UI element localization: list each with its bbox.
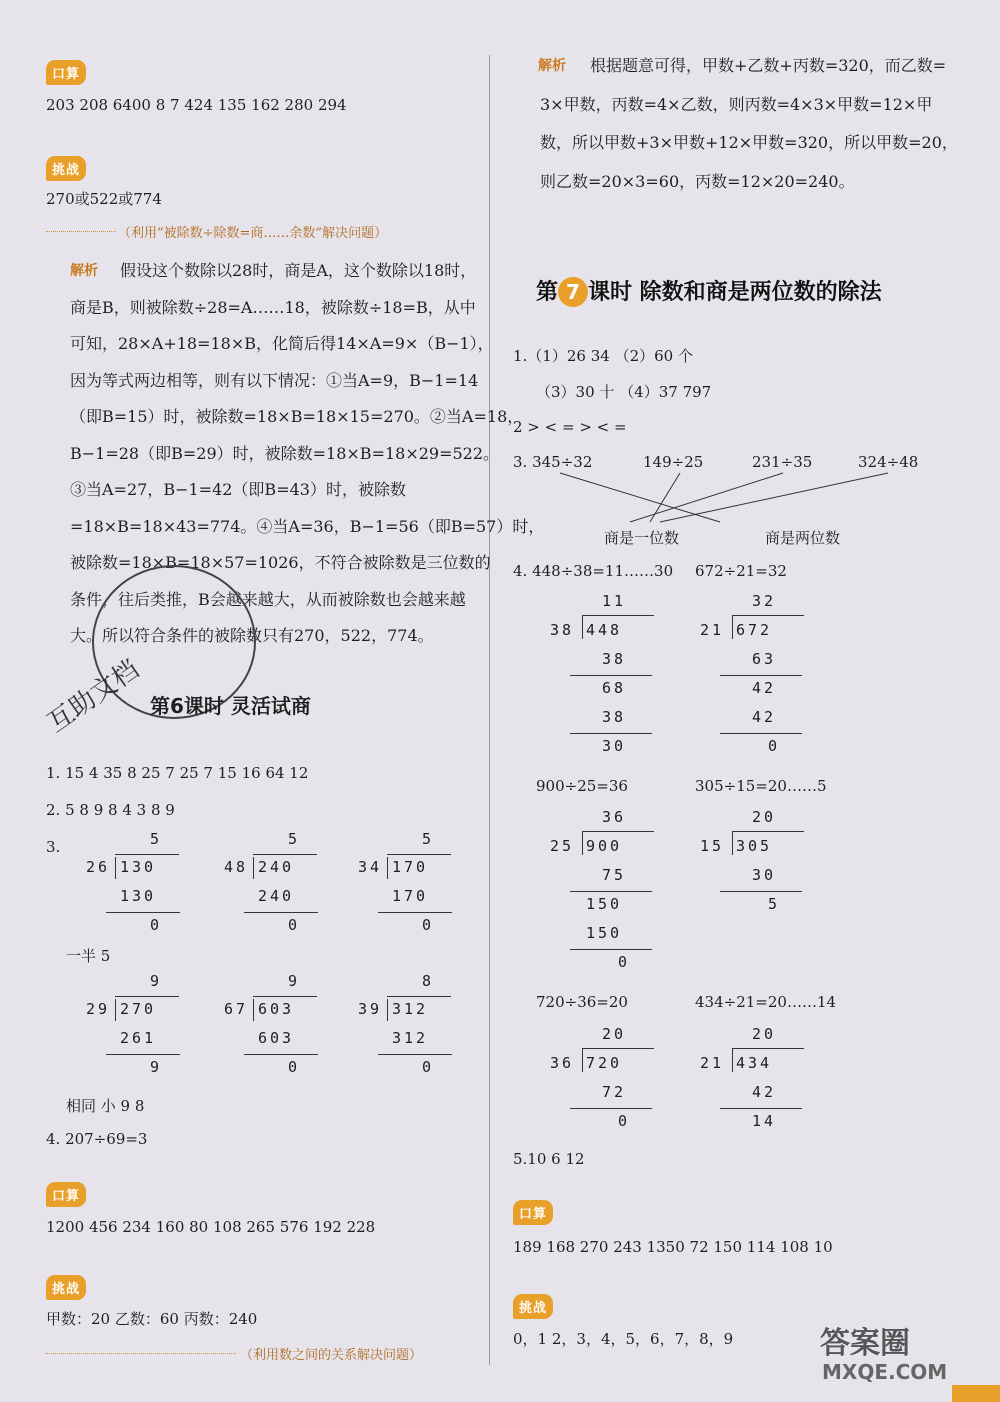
divisor: 34 <box>358 858 383 876</box>
lesson-number-badge: 7 <box>558 277 588 307</box>
remainder: 0 <box>288 1058 301 1076</box>
division-bracket <box>387 857 388 879</box>
ld1-line2 <box>570 733 652 734</box>
ld3-line2 <box>570 949 652 950</box>
ld2-remainder: 0 <box>768 737 781 755</box>
ld5-divisor: 36 <box>550 1054 575 1072</box>
ld3-bar <box>582 831 654 832</box>
tiaozhan-badge-2: 挑战 <box>46 1275 86 1300</box>
divisor: 67 <box>224 1000 249 1018</box>
r-q3-item-0: 3. 345÷32 <box>513 453 593 471</box>
dividend: 130 <box>120 858 157 876</box>
kousuan-badge-right: 口算 <box>513 1200 553 1225</box>
ld1-dividend: 448 <box>586 621 623 639</box>
kousuan-answers: 203 208 6400 8 7 424 135 162 280 294 <box>46 96 347 114</box>
ld3-sub1: 75 <box>602 866 627 884</box>
ld5-line1 <box>570 1108 652 1109</box>
ld4-divisor: 15 <box>700 837 725 855</box>
division-bracket <box>115 857 116 879</box>
kousuan-badge-2: 口算 <box>46 1182 86 1207</box>
q3-label: 3. <box>46 838 61 856</box>
ld6-remainder: 14 <box>752 1112 777 1130</box>
ld2-sub2: 42 <box>752 708 777 726</box>
r-eq-0: 4. 448÷38=11……30 <box>513 562 674 580</box>
ld3-line1 <box>570 891 652 892</box>
ld1-line1 <box>570 675 652 676</box>
ld2-bar <box>732 615 804 616</box>
r-q3-label-one-digit: 商是一位数 <box>604 529 680 547</box>
r-eq-5: 434÷21=20……14 <box>695 993 837 1011</box>
dividend: 240 <box>258 858 295 876</box>
r-eq-1: 672÷21=32 <box>695 562 787 580</box>
ld3-remainder: 0 <box>618 953 631 971</box>
subtrahend: 261 <box>120 1029 157 1047</box>
jiexi-line: 根据题意可得，甲数+乙数+丙数=320，而乙数= <box>590 56 947 75</box>
r-q5: 5.10 6 12 <box>513 1150 585 1168</box>
ld1-remainder: 30 <box>602 737 627 755</box>
jiexi-line: 假设这个数除以28时，商是A，这个数除以18时， <box>120 261 477 280</box>
ld6-sub1: 42 <box>752 1083 777 1101</box>
jiexi-line: 被除数=18×B=18×57=1026，不符合被除数是三位数的 <box>70 553 491 572</box>
ld1-bar <box>582 615 654 616</box>
division-bar <box>253 996 317 997</box>
half-answer: 一半 5 <box>66 947 111 965</box>
tip-text: （利用“被除数÷除数=商……余数”解决问题） <box>118 226 388 241</box>
quotient: 9 <box>150 972 163 990</box>
ld2-line2 <box>720 733 802 734</box>
subtrahend: 170 <box>392 887 429 905</box>
ld5-sub1: 72 <box>602 1083 627 1101</box>
ld5-bar <box>582 1048 654 1049</box>
division-bar <box>387 854 451 855</box>
division-bar <box>253 854 317 855</box>
subtract-line <box>378 1054 452 1055</box>
kousuan-answers-2: 1200 456 234 160 80 108 265 576 192 228 <box>46 1218 376 1236</box>
division-bracket <box>253 999 254 1021</box>
r-eq-2: 900÷25=36 <box>536 777 628 795</box>
remainder: 9 <box>150 1058 163 1076</box>
jiexi-line: ③当A=27，B−1=42（即B=43）时，被除数 <box>70 480 406 499</box>
divisor: 26 <box>86 858 111 876</box>
subtrahend: 312 <box>392 1029 429 1047</box>
r-q2: 2 > < = > < = <box>513 418 627 436</box>
tiaozhan-answer-2: 甲数：20 乙数：60 丙数：240 <box>46 1310 258 1328</box>
jiexi-line: 大。所以符合条件的被除数只有270，522，774。 <box>70 626 434 645</box>
ld5-dividend: 720 <box>586 1054 623 1072</box>
r-q3-item-3: 324÷48 <box>858 453 919 471</box>
ld6-bar <box>732 1048 804 1049</box>
ld4-remainder: 5 <box>768 895 781 913</box>
q1-answers: 1. 15 4 35 8 25 7 25 7 15 16 64 12 <box>46 764 309 782</box>
ld3-mid: 150 <box>586 895 623 913</box>
dividend: 270 <box>120 1000 157 1018</box>
ld6-bracket <box>732 1048 733 1072</box>
remainder: 0 <box>422 1058 435 1076</box>
ld4-bar <box>732 831 804 832</box>
ld2-bracket <box>732 615 733 639</box>
r-q3-item-1: 149÷25 <box>643 453 704 471</box>
r-q3-item-2: 231÷35 <box>752 453 813 471</box>
division-bar <box>115 996 179 997</box>
r-q1b: （3）30 十 （4）37 797 <box>536 383 712 401</box>
ld1-divisor: 38 <box>550 621 575 639</box>
page-corner-tab <box>952 1385 1000 1402</box>
jiexi-line: =18×B=18×43=774。④当A=36，B−1=56（即B=57）时， <box>70 516 545 536</box>
ld5-quotient: 20 <box>602 1025 627 1043</box>
ld6-divisor: 21 <box>700 1054 725 1072</box>
ld6-line1 <box>720 1108 802 1109</box>
ld3-divisor: 25 <box>550 837 575 855</box>
jiexi-label-right: 解析 <box>538 58 566 74</box>
tip-text-2: （利用数之间的关系解决问题） <box>240 1348 423 1363</box>
ld5-remainder: 0 <box>618 1112 631 1130</box>
quotient: 5 <box>422 830 435 848</box>
ld6-dividend: 434 <box>736 1054 773 1072</box>
jiexi-line: 则乙数=20×3=60，丙数=12×20=240。 <box>540 171 855 191</box>
r-tiaozhan-answer: 0，1 2，3，4，5，6，7，8，9 <box>513 1330 734 1348</box>
watermark-text: 互助文档 <box>42 654 145 739</box>
tip-rule-2 <box>46 1353 236 1354</box>
jiexi-line: 数，所以甲数+3×甲数+12×甲数=320，所以甲数=20， <box>540 133 958 152</box>
jiexi-label: 解析 <box>70 263 98 279</box>
dividend: 312 <box>392 1000 429 1018</box>
ld4-quotient: 20 <box>752 808 777 826</box>
division-bar <box>387 996 451 997</box>
ld3-dividend: 900 <box>586 837 623 855</box>
r-eq-4: 720÷36=20 <box>536 993 628 1011</box>
same-answer: 相同 小 9 8 <box>66 1097 145 1115</box>
subtrahend: 130 <box>120 887 157 905</box>
subtract-line <box>106 912 180 913</box>
jiexi-line: 商是B，则被除数÷28=A……18，被除数÷18=B，从中 <box>70 297 476 317</box>
remainder: 0 <box>422 916 435 934</box>
ld1-bracket <box>582 615 583 639</box>
kousuan-badge: 口算 <box>46 60 86 85</box>
ld2-dividend: 672 <box>736 621 773 639</box>
jiexi-line: 3×甲数，丙数=4×乙数，则丙数=4×3×甲数=12×甲 <box>540 94 933 114</box>
ld2-line1 <box>720 675 802 676</box>
ld3-sub2: 150 <box>586 924 623 942</box>
ld1-mid: 68 <box>602 679 627 697</box>
q4-answer: 4. 207÷69=3 <box>46 1130 148 1148</box>
subtract-line <box>378 912 452 913</box>
divisor: 29 <box>86 1000 111 1018</box>
ld1-sub1: 38 <box>602 650 627 668</box>
dividend: 603 <box>258 1000 295 1018</box>
division-bar <box>115 854 179 855</box>
ld2-sub1: 63 <box>752 650 777 668</box>
division-bracket <box>253 857 254 879</box>
ld4-dividend: 305 <box>736 837 773 855</box>
tip-rule <box>46 231 116 232</box>
r-q3-label-two-digit: 商是两位数 <box>765 529 841 547</box>
ld6-quotient: 20 <box>752 1025 777 1043</box>
remainder: 0 <box>288 916 301 934</box>
ld1-quotient: 11 <box>602 592 627 610</box>
lesson7-title: 第 7 课时 除数和商是两位数的除法 <box>536 275 882 307</box>
ld3-quotient: 36 <box>602 808 627 826</box>
dividend: 170 <box>392 858 429 876</box>
jiexi-line: 可知，28×A+18=18×B，化简后得14×A=9×（B−1）， <box>70 334 494 353</box>
quotient: 5 <box>150 830 163 848</box>
subtrahend: 240 <box>258 887 295 905</box>
subtract-line <box>106 1054 180 1055</box>
subtrahend: 603 <box>258 1029 295 1047</box>
jiexi-line: （即B=15）时，被除数=18×B=18×15=270。②当A=18， <box>70 407 524 426</box>
q2-answers: 2. 5 8 9 8 4 3 8 9 <box>46 801 175 819</box>
subtract-line <box>244 912 318 913</box>
ld5-bracket <box>582 1048 583 1072</box>
tiaozhan-badge-right: 挑战 <box>513 1294 553 1319</box>
divisor: 39 <box>358 1000 383 1018</box>
jiexi-line: 因为等式两边相等，则有以下情况：①当A=9，B−1=14 <box>70 370 479 390</box>
lesson6-title: 第6课时 灵活试商 <box>150 694 311 718</box>
matching-lines <box>500 470 940 530</box>
tiaozhan-answer: 270或522或774 <box>46 190 162 208</box>
ld4-bracket <box>732 831 733 855</box>
divisor: 48 <box>224 858 249 876</box>
ld2-quotient: 32 <box>752 592 777 610</box>
division-bracket <box>387 999 388 1021</box>
watermark-site: 答案圈 <box>820 1326 910 1361</box>
watermark-url: MXQE.COM <box>822 1360 948 1384</box>
column-divider <box>489 55 490 1365</box>
remainder: 0 <box>150 916 163 934</box>
subtract-line <box>244 1054 318 1055</box>
quotient: 9 <box>288 972 301 990</box>
ld4-sub1: 30 <box>752 866 777 884</box>
ld4-line1 <box>720 891 802 892</box>
r-kousuan-answers: 189 168 270 243 1350 72 150 114 108 10 <box>513 1238 833 1256</box>
division-bracket <box>115 999 116 1021</box>
r-q1a: 1.（1）26 34 （2）60 个 <box>513 347 693 365</box>
ld2-mid: 42 <box>752 679 777 697</box>
ld1-sub2: 38 <box>602 708 627 726</box>
jiexi-line: 条件，往后类推，B会越来越大，从而被除数也会越来越 <box>70 589 466 609</box>
r-eq-3: 305÷15=20……5 <box>695 777 827 795</box>
tiaozhan-badge: 挑战 <box>46 156 86 181</box>
ld3-bracket <box>582 831 583 855</box>
quotient: 5 <box>288 830 301 848</box>
quotient: 8 <box>422 972 435 990</box>
ld2-divisor: 21 <box>700 621 725 639</box>
jiexi-line: B−1=28（即B=29）时，被除数=18×B=18×29=522。 <box>70 443 500 463</box>
